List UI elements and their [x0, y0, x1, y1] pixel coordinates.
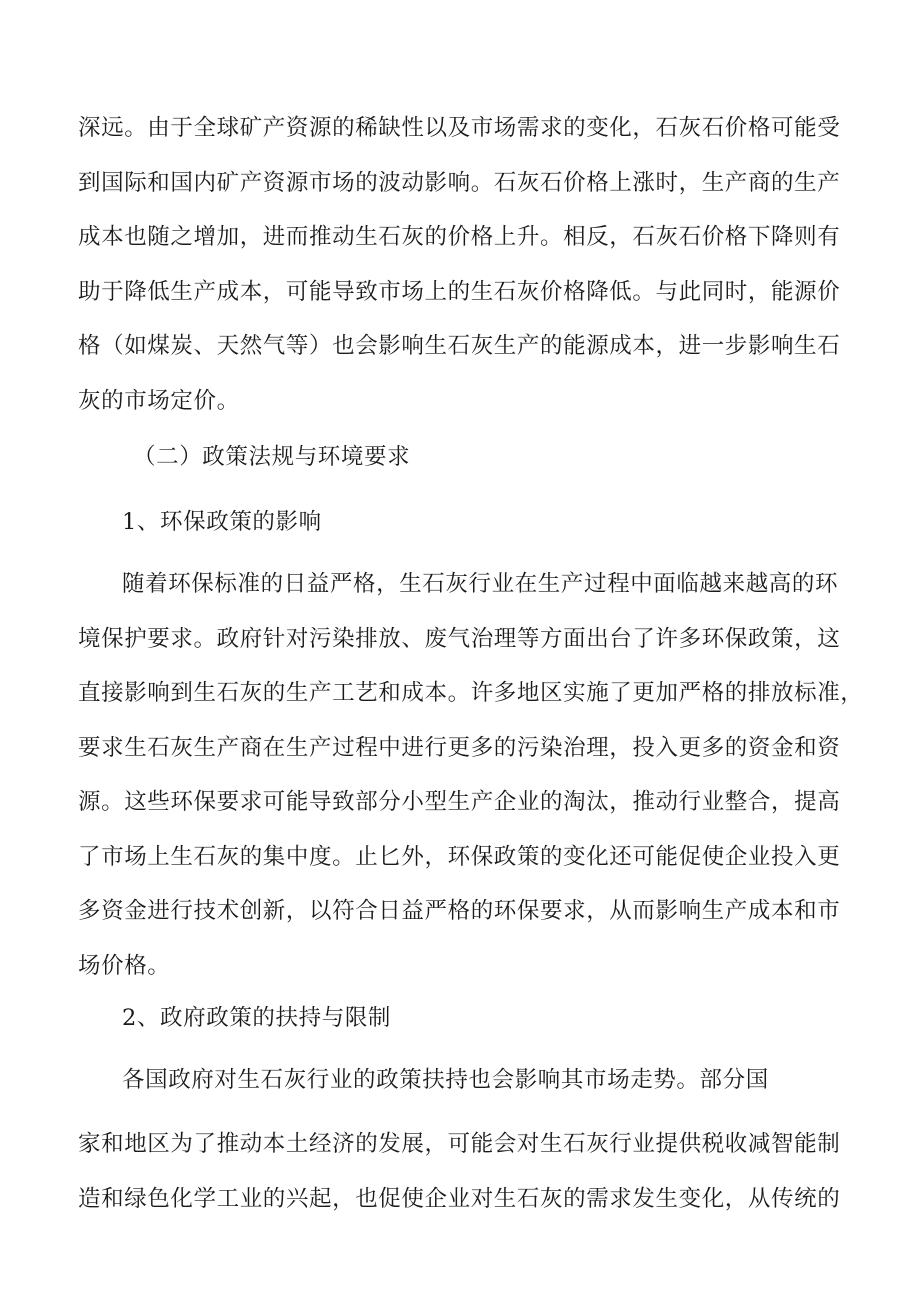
paragraph-line: 家和地区为了推动本土经济的发展，可能会对生石灰行业提供税收减智能制: [78, 1131, 841, 1157]
subheading-environmental-policy: 1、环保政策的影响: [122, 509, 322, 535]
paragraph-line: 随着环保标准的日益严格，生石灰行业在生产过程中面临越来越高的环: [122, 571, 839, 597]
paragraph-line: 灰的市场定价。: [78, 387, 240, 414]
paragraph-line: 直接影响到生石灰的生产工艺和成本。许多地区实施了更加严格的排放标准，: [78, 680, 864, 706]
section-heading: （二）政策法规与环境要求: [133, 444, 411, 470]
subheading-government-policy: 2、政府政策的扶持与限制: [122, 1005, 392, 1031]
paragraph-line: 深远。由于全球矿产资源的稀缺性以及市场需求的变化，石灰石价格可能受: [78, 115, 841, 141]
paragraph-line: 格（如煤炭、天然气等）也会影响生石灰生产的能源成本，进一步影响生石: [78, 333, 841, 359]
paragraph-line: 到国际和国内矿产资源市场的波动影响。石灰石价格上涨时，生产商的生产: [78, 169, 841, 196]
paragraph-line: 源。这些环保要求可能导致部分小型生产企业的淘汰，推动行业整合，提高: [78, 789, 841, 815]
paragraph-line: 多资金进行技术创新，以符合日益严格的环保要求，从而影响生产成本和市: [78, 898, 841, 924]
paragraph-1: [78, 101, 850, 428]
paragraph-line: 造和绿色化学工业的兴起，也促使企业对生石灰的需求发生变化，从传统的: [78, 1185, 841, 1212]
paragraph-2: [78, 557, 864, 993]
paragraph-line: 要求生石灰生产商在生产过程中进行更多的污染治理，投入更多的资金和资: [78, 734, 841, 761]
paragraph-4: [78, 1117, 850, 1226]
paragraph-3: [78, 1053, 850, 1108]
paragraph-line: 成本也随之增加，进而推动生石灰的价格上升。相反，石灰石价格下降则有: [78, 224, 841, 250]
paragraph-line: 场价格。: [78, 952, 171, 979]
paragraph-line: 各国政府对生石灰行业的政策扶持也会影响其市场走势。部分国: [122, 1067, 769, 1093]
paragraph-line: 了市场上生石灰的集中度。止匕外，环保政策的变化还可能促使企业投入更: [78, 843, 841, 870]
paragraph-line: 助于降低生产成本，可能导致市场上的生石灰价格降低。与此同时，能源价: [78, 278, 841, 305]
paragraph-line: 境保护要求。政府针对污染排放、废气治理等方面出台了许多环保政策，这: [78, 625, 841, 652]
